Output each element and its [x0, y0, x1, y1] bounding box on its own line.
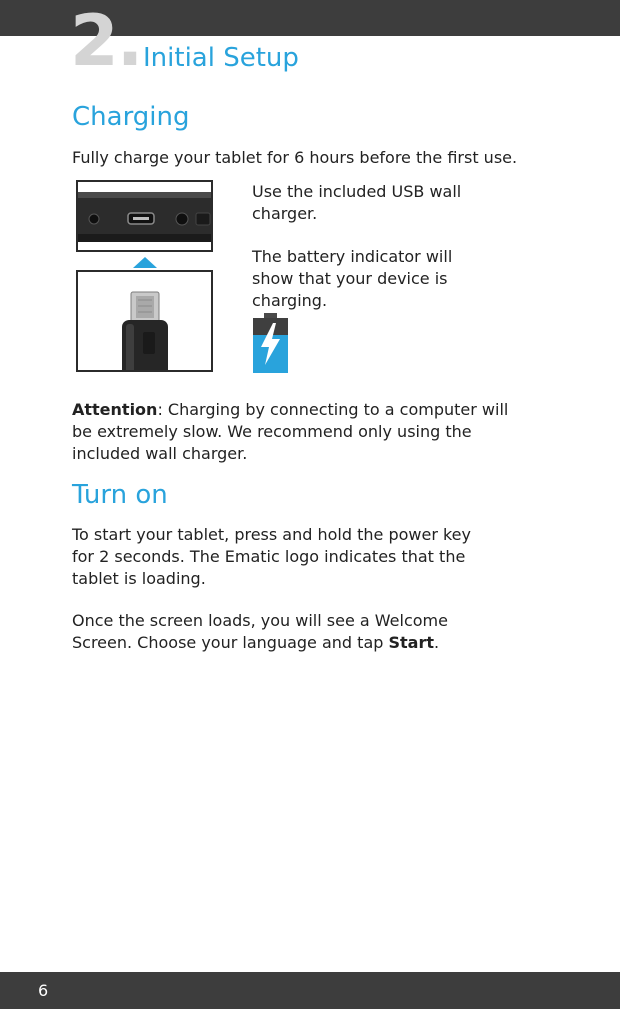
start-keyword: Start [388, 633, 434, 652]
attention-label: Attention [72, 400, 158, 419]
battery-text-line3: charging. [252, 291, 328, 310]
usb-text-line2: charger. [252, 204, 318, 223]
attention-line2: be extremely slow. We recommend only using the [72, 422, 472, 441]
attention-line3: included wall charger. [72, 444, 248, 463]
chapter-number: 2. [70, 0, 142, 82]
bottom-bar [0, 972, 620, 1009]
usb-plug-image [76, 270, 213, 372]
turn-on-p1-line3: tablet is loading. [72, 569, 206, 588]
turn-on-p1-line1: To start your tablet, press and hold the power key [72, 525, 471, 544]
section-heading-turn-on: Turn on [72, 480, 168, 510]
charging-intro: Fully charge your tablet for 6 hours before the first use. [72, 148, 518, 167]
usb-text-line1: Use the included USB wall [252, 182, 462, 201]
turn-on-p1-line2: for 2 seconds. The Ematic logo indicates that the [72, 547, 466, 566]
turn-on-p2-end: . [434, 633, 440, 652]
battery-text-line1: The battery indicator will [252, 247, 453, 266]
device-port-image [76, 180, 213, 252]
turn-on-p2-text: Screen. Choose your language and tap [72, 633, 389, 652]
chapter-title: Initial Setup [143, 43, 299, 73]
section-heading-charging: Charging [72, 102, 190, 132]
page-number: 6 [38, 981, 49, 1000]
turn-on-p2-line2 [72, 632, 439, 654]
battery-charging-icon [253, 313, 288, 373]
turn-on-p2-line1: Once the screen loads, you will see a Welcome [72, 611, 448, 630]
attention-text: : Charging by connecting to a computer will [157, 400, 509, 419]
arrow-up-icon [133, 257, 157, 268]
battery-text-line2: show that your device is [252, 269, 448, 288]
attention-line1 [72, 399, 508, 421]
